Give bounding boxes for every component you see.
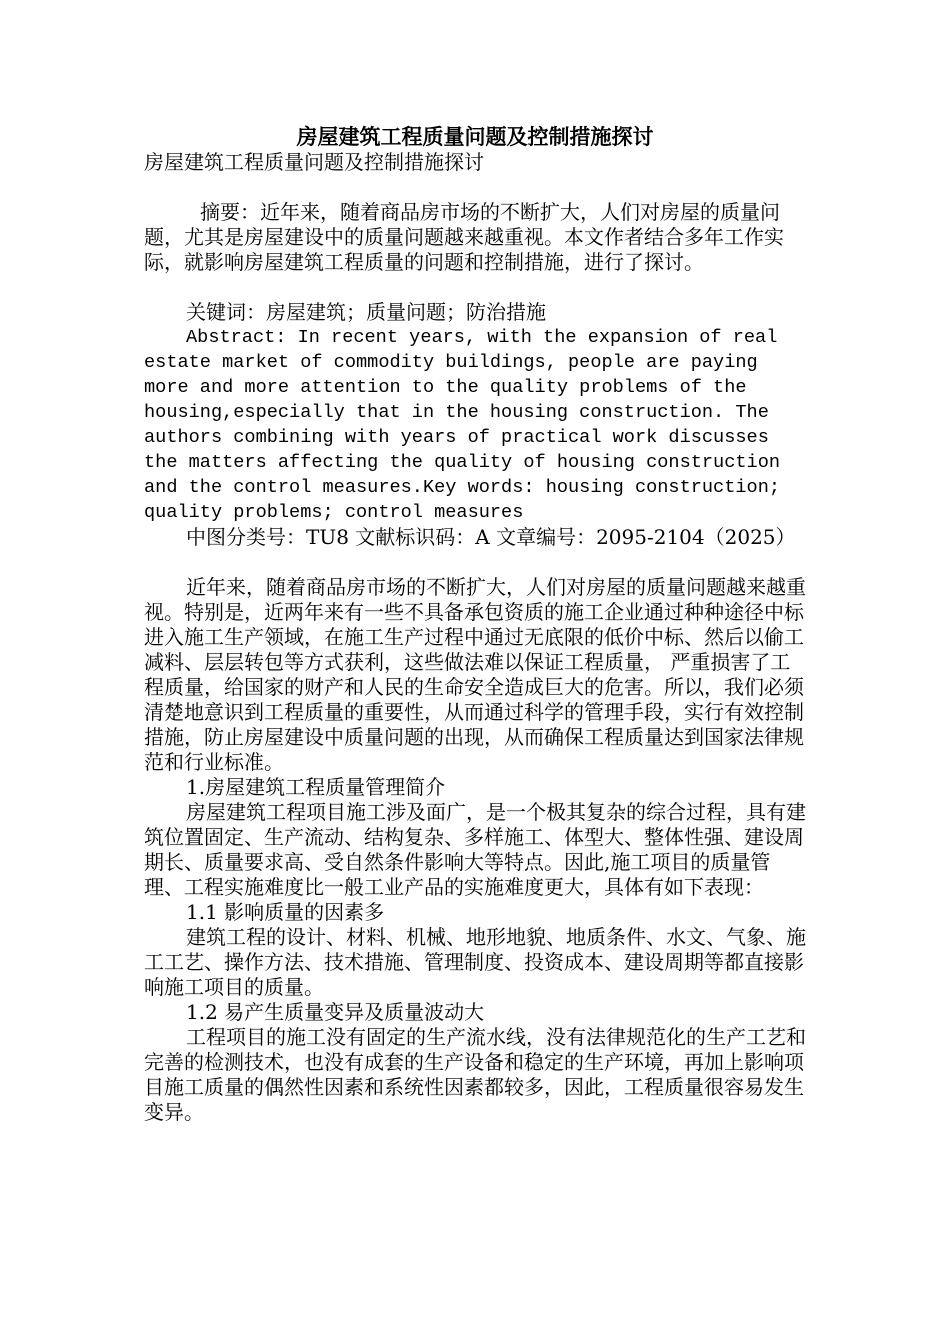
section-1-1-paragraph: 建筑工程的设计、材料、机械、地形地貌、地质条件、水文、气象、施工工艺、操作方法、技术措施、管理制度、投资成本、建设周期等都直接影响施工项目的质量。 bbox=[144, 925, 806, 999]
spacer bbox=[144, 175, 810, 200]
document-title: 房屋建筑工程质量问题及控制措施探讨 bbox=[296, 124, 654, 149]
abstract-en: Abstract: In recent years, with the expansion of real estate market of commodity buildings, people are paying more and more attention to the quality problems of the housing,especially that in the housing construction. The authors combining with years of practical work discusses the matters affecting the quality of housing construction and the control measures.Key words: housing construction; quality problems; control measures bbox=[144, 327, 781, 523]
section-1-2-paragraph: 工程项目的施工没有固定的生产流水线，没有法律规范化的生产工艺和完善的检测技术，也没有成套的生产设备和稳定的生产环境，再加上影响项目施工质量的偶然性因素和系统性因素都较多，因此，工程质量很容易发生变异。 bbox=[144, 1025, 806, 1124]
classification-line: 中图分类号：TU8 文献标识码：A 文章编号：2095-2104（2025） bbox=[186, 525, 796, 549]
abstract-cn: 摘要：近年来，随着商品房市场的不断扩大，人们对房屋的质量问题，尤其是房屋建设中的质量问题越来越重视。本文作者结合多年工作实际，就影响房屋建筑工程质量的问题和控制措施，进行了探讨。 bbox=[144, 200, 784, 274]
keywords-cn: 关键词：房屋建筑；质量问题；防治措施 bbox=[186, 300, 546, 324]
section-1-heading: 1.房屋建筑工程质量管理简介 bbox=[186, 775, 446, 799]
section-1-1-heading: 1.1 影响质量的因素多 bbox=[186, 900, 385, 924]
document-subtitle: 房屋建筑工程质量问题及控制措施探讨 bbox=[144, 150, 484, 174]
section-1-2-heading: 1.2 易产生质量变异及质量波动大 bbox=[186, 1000, 485, 1024]
spacer bbox=[144, 550, 810, 575]
spacer bbox=[144, 275, 810, 300]
section-1-paragraph: 房屋建筑工程项目施工涉及面广，是一个极其复杂的综合过程，具有建筑位置固定、生产流动、结构复杂、多样施工、体型大、整体性强、建设周期长、质量要求高、受自然条件影响大等特点。因此,施工项目的质量管理、工程实施难度比一般工业产品的实施难度更大，具体有如下表现： bbox=[144, 800, 806, 899]
document-body bbox=[144, 150, 810, 1125]
intro-paragraph: 近年来，随着商品房市场的不断扩大，人们对房屋的质量问题越来越重视。特别是，近两年来有一些不具备承包资质的施工企业通过种种途径中标进入施工生产领域，在施工生产过程中通过无底限的低价中标、然后以偷工减料、层层转包等方式获利，这些做法难以保证工程质量， 严重损害了工程质量，给国家的财产和人民的生命安全造成巨大的危害。所以，我们必须清楚地意识到工程质量的重要性，从而通过科学的管理手段，实行有效控制措施，防止房屋建设中质量问题的出现，从而确保工程质量达到国家法律规范和行业标准。 bbox=[144, 575, 806, 774]
